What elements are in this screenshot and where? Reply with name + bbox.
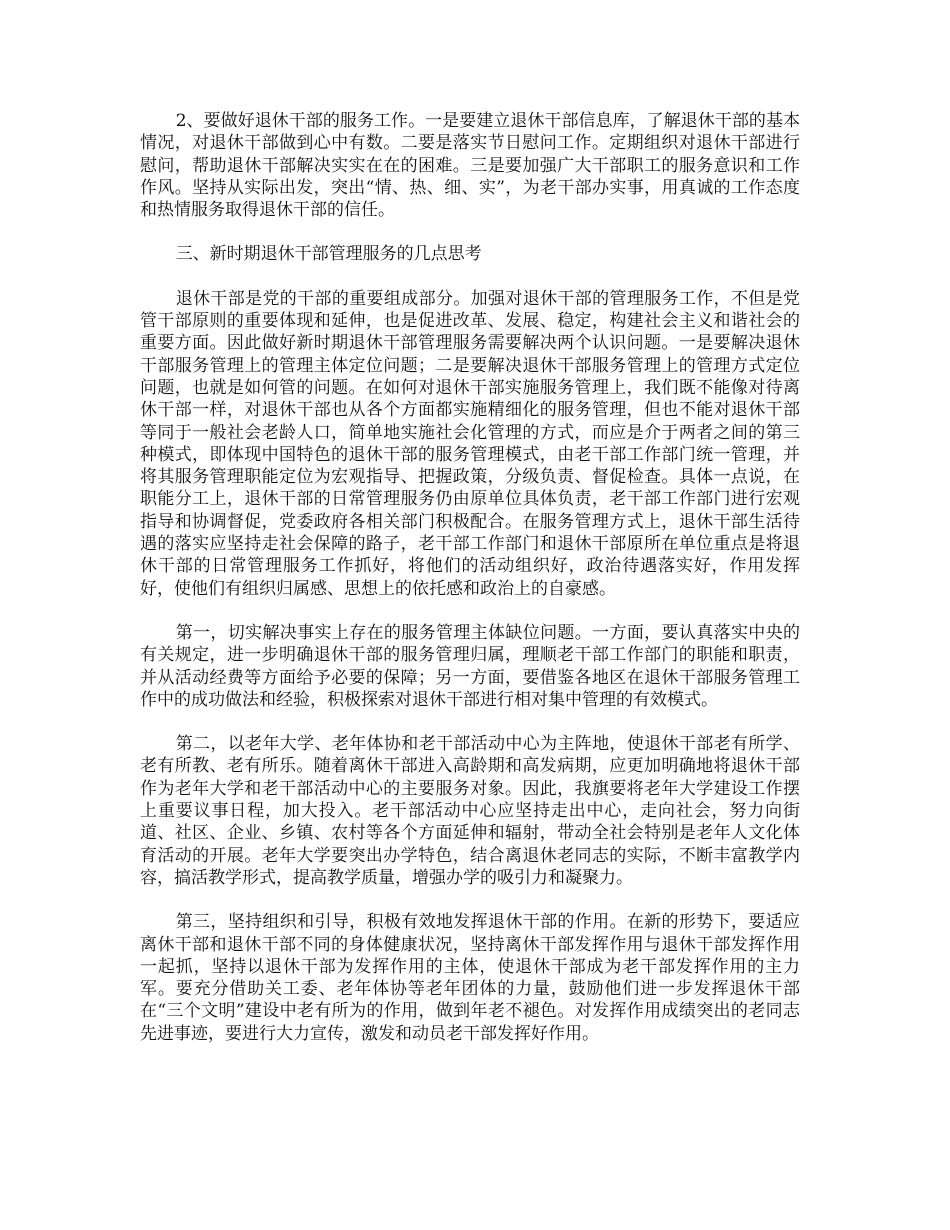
paragraph-third-point: 第三，坚持组织和引导，积极有效地发挥退休干部的作用。在新的形势下，要适应离休干部和退休干部不同的身体健康状况，坚持离休干部发挥作用与退休干部发挥作用一起抓，坚持以退休干部为发挥作用的主体，使退休干部成为老干部发挥作用的主力军。要充分借助关工委、老年体协等老年团体的力量，鼓励他们进一步发挥退休干部在“三个文明”建设中老有所为的作用，做到年老不褪色。对发挥作用成绩突出的老同志先进事迹，要进行大力宣传，激发和动员老干部发挥好作用。 — [140, 912, 800, 1044]
paragraph-first-point: 第一，切实解决事实上存在的服务管理主体缺位问题。一方面，要认真落实中央的有关规定，进一步明确退休干部的服务管理归属，理顺老干部工作部门的职能和职责，并从活动经费等方面给予必要的保障；另一方面，要借鉴各地区在退休干部服务管理工作中的成功做法和经验，积极探索对退休干部进行相对集中管理的有效模式。 — [140, 622, 800, 710]
paragraph-second-point: 第二，以老年大学、老年体协和老干部活动中心为主阵地，使退休干部老有所学、老有所教、老有所乐。随着离休干部进入高龄期和高发病期，应更加明确地将退休干部作为老年大学和老干部活动中心的主要服务对象。因此，我旗要将老年大学建设工作摆上重要议事日程，加大投入。老干部活动中心应坚持走出中心，走向社会，努力向街道、社区、企业、乡镇、农村等各个方面延伸和辐射，带动全社会特别是老年人文化体育活动的开展。老年大学要突出办学特色，结合离退休老同志的实际，不断丰富教学内容，搞活教学形式，提高教学质量，增强办学的吸引力和凝聚力。 — [140, 734, 800, 888]
section-heading-reflections: 三、新时期退休干部管理服务的几点思考 — [175, 244, 482, 265]
paragraph-retired-cadres-overview: 退休干部是党的干部的重要组成部分。加强对退休干部的管理服务工作，不但是党管干部原则的重要体现和延伸，也是促进改革、发展、稳定，构建社会主义和谐社会的重要方面。因此做好新时期退休干部管理服务需要解决两个认识问题。一是要解决退休干部服务管理上的管理主体定位问题；二是要解决退休干部服务管理上的管理方式定位问题，也就是如何管的问题。在如何对退休干部实施服务管理上，我们既不能像对待离休干部一样，对退休干部也从各个方面都实施精细化的服务管理，但也不能对退休干部等同于一般社会老龄人口，简单地实施社会化管理的方式，而应是介于两者之间的第三种模式，即体现中国特色的退休干部的服务管理模式，由老干部工作部门统一管理，并将其服务管理职能定位为宏观指导、把握政策，分级负责、督促检查。具体一点说，在职能分工上，退休干部的日常管理服务仍由原单位具体负责，老干部工作部门进行宏观指导和协调督促，党委政府各相关部门积极配合。在服务管理方式上，退休干部生活待遇的落实应坚持走社会保障的路子，老干部工作部门和退休干部原所在单位重点是将退休干部的日常管理服务工作抓好，将他们的活动组织好，政治待遇落实好，作用发挥好，使他们有组织归属感、思想上的依托感和政治上的自豪感。 — [140, 288, 800, 599]
document-body — [140, 110, 800, 1067]
paragraph-service-work: 2、要做好退休干部的服务工作。一是要建立退休干部信息库，了解退休干部的基本情况，对退休干部做到心中有数。二要是落实节日慰问工作。定期组织对退休干部进行慰问，帮助退休干部解决实实在在的困难。三是要加强广大干部职工的服务意识和工作作风。坚持从实际出发，突出“情、热、细、实”，为老干部办实事，用真诚的工作态度和热情服务取得退休干部的信任。 — [140, 111, 800, 221]
